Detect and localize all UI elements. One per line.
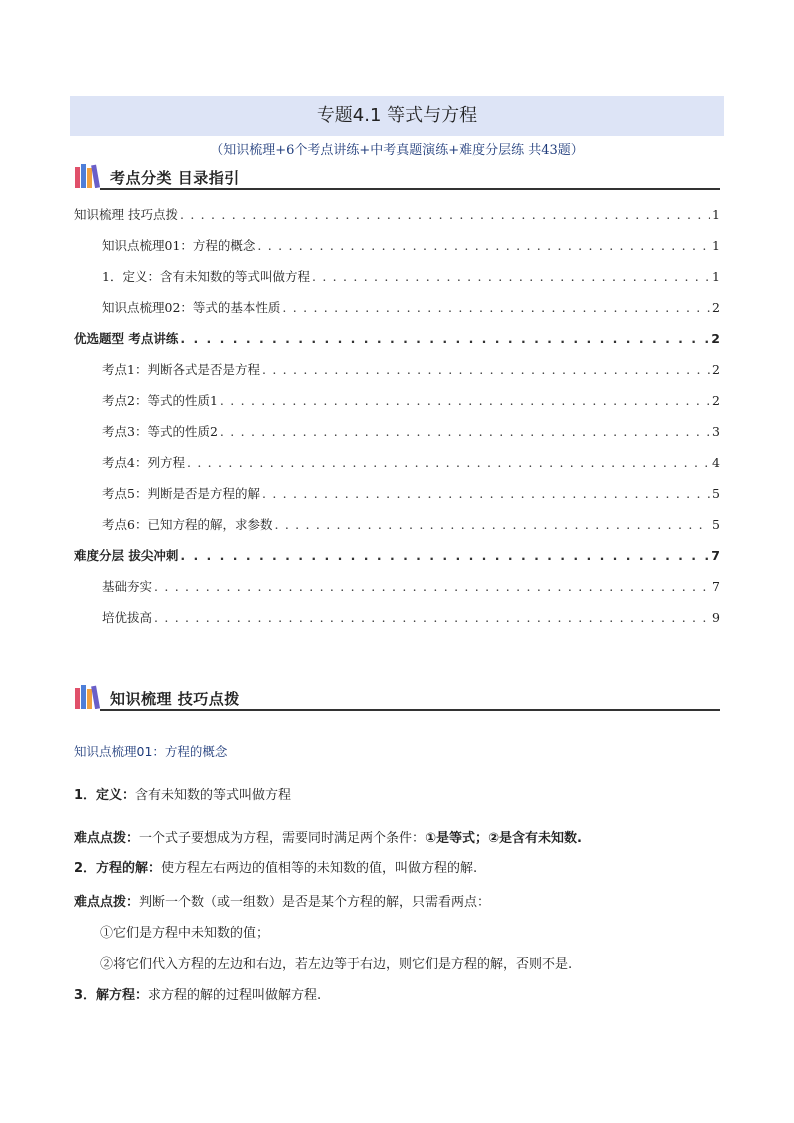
- page-title: 专题4.1 等式与方程: [316, 105, 478, 126]
- difficulty-label: 难点点拨：: [74, 831, 140, 846]
- section-header-toc: [74, 160, 720, 190]
- toc-item[interactable]: 考点5：判断是否是方程的解 . . . 5: [74, 484, 720, 504]
- solution-definition: [74, 859, 477, 879]
- books-icon: [74, 164, 104, 188]
- solution-text: 使方程左右两边的值相等的未知数的值，叫做方程的解.: [161, 861, 478, 876]
- toc-item[interactable]: 考点2：等式的性质1 . . . 2: [74, 391, 720, 411]
- difficulty-note-1: [74, 829, 582, 849]
- section-divider: [100, 188, 720, 190]
- kp01-heading: 知识点梳理01：方程的概念: [74, 744, 228, 759]
- definition-text: 含有未知数的等式叫做方程: [135, 788, 292, 803]
- books-icon: [74, 685, 104, 709]
- section-title-toc: 考点分类 目录指引: [110, 169, 240, 187]
- solve-label: 3．解方程：: [74, 988, 149, 1003]
- difficulty-emphasis: ①是等式；②是含有未知数.: [425, 831, 582, 846]
- toc-item[interactable]: 考点4：列方程 . . . 4: [74, 453, 720, 473]
- section-title-knowledge: 知识梳理 技巧点拨: [110, 690, 240, 708]
- toc-item[interactable]: 考点3：等式的性质2 . . . 3: [74, 422, 720, 442]
- toc-item[interactable]: 培优拔高 . . . 9: [74, 608, 720, 628]
- toc-item[interactable]: 知识梳理 技巧点拨 . . . 1: [74, 205, 720, 225]
- section-header-knowledge: [74, 681, 720, 711]
- difficulty-label: 难点点拨：: [74, 895, 140, 910]
- point-2: ②将它们代入方程的左边和右边，若左边等于右边，则它们是方程的解，否则不是.: [100, 957, 573, 972]
- toc-item[interactable]: 知识点梳理01：方程的概念 . . . 1: [74, 236, 720, 256]
- difficulty-note-2: [74, 893, 490, 913]
- title-bar: [70, 96, 724, 136]
- definition-label: 1．定义：: [74, 788, 136, 803]
- page-subtitle: （知识梳理+6个考点讲练+中考真题演练+难度分层练 共43题）: [210, 143, 584, 158]
- table-of-contents: [74, 205, 720, 628]
- toc-item[interactable]: 知识点梳理02：等式的基本性质 . . . 2: [74, 298, 720, 318]
- definition-line: [74, 786, 291, 806]
- toc-item[interactable]: 考点6：已知方程的解，求参数 . . . 5: [74, 515, 720, 535]
- toc-item[interactable]: 考点1：判断各式是否是方程 . . . 2: [74, 360, 720, 380]
- toc-item[interactable]: 难度分层 拔尖冲刺 . . . 7: [74, 546, 720, 566]
- toc-item[interactable]: 1．定义：含有未知数的等式叫做方程 . . . 1: [74, 267, 720, 287]
- difficulty-text: 一个式子要想成为方程，需要同时满足两个条件：: [139, 831, 426, 846]
- solve-equation-definition: [74, 986, 321, 1006]
- section-divider: [100, 709, 720, 711]
- toc-item[interactable]: 优选题型 考点讲练 . . . 2: [74, 329, 720, 349]
- toc-item[interactable]: 基础夯实 . . . 7: [74, 577, 720, 597]
- solve-text: 求方程的解的过程叫做解方程.: [148, 988, 322, 1003]
- difficulty-text: 判断一个数（或一组数）是否是某个方程的解，只需看两点：: [139, 895, 491, 910]
- solution-label: 2．方程的解：: [74, 861, 162, 876]
- point-1: ①它们是方程中未知数的值；: [100, 926, 270, 941]
